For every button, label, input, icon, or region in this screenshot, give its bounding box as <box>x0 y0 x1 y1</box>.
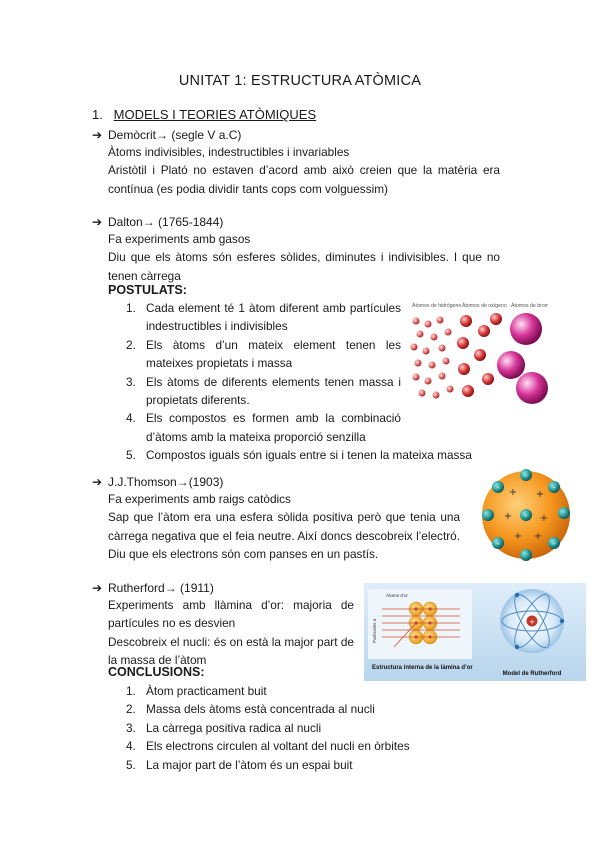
dalton-text <box>108 230 500 285</box>
svg-text:-: - <box>552 483 556 493</box>
svg-text:-: - <box>496 539 500 549</box>
rutherford-illustration <box>364 583 586 681</box>
svg-text:+: + <box>503 511 513 522</box>
dalton-head: Dalton→ (1765-1844) <box>108 215 224 229</box>
svg-text:-: - <box>524 471 528 481</box>
thomson-text <box>108 490 460 564</box>
svg-text:-: - <box>552 539 556 549</box>
list-item: 3. Els àtoms de diferents elements tenen massa i propietats diferents. <box>126 374 401 408</box>
label-hydrogen: Àtomos de hidrógeno <box>412 303 462 309</box>
svg-text:-: - <box>524 511 528 521</box>
atoms-illustration <box>408 299 548 410</box>
thomson-line: Fa experiments amb raigs catòdics <box>108 492 291 506</box>
rutherford-model-image <box>364 583 586 681</box>
dalton-heading <box>92 213 223 231</box>
thomson-model-image <box>478 467 574 563</box>
svg-text:+: + <box>533 531 543 542</box>
left-caption: Estructura interna de la làmina d’or <box>372 665 473 671</box>
conclusions-list <box>126 682 456 774</box>
list-item: 2. Massa dels àtoms està concentrada al nucli <box>126 702 375 717</box>
list-item: 5. La major part de l’àtom és un espai buit <box>126 757 353 772</box>
page-title: UNITAT 1: ESTRUCTURA ATÒMICA <box>178 73 422 89</box>
dalton-line: Diu que els àtoms són esferes sòlides, diminutes i indivisibles. I que no tenen càrrega <box>108 250 500 283</box>
svg-text:+: + <box>508 487 518 498</box>
arrow-icon: ➔ <box>92 475 103 489</box>
democrit-head: Demòcrit→ (segle V a.C) <box>108 128 242 142</box>
section-heading <box>92 107 316 122</box>
dalton-line: Fa experiments amb gasos <box>108 232 251 246</box>
rutherford-head: Rutherford→ (1911) <box>108 581 214 595</box>
democrit-line: Àtoms indivisibles, indestructibles i invariables <box>108 145 350 159</box>
thomson-head: J.J.Thomson→(1903) <box>108 475 224 489</box>
list-item: 4. Els compostos es formen amb la combinació d’àtoms amb la mateixa proporció senzilla <box>126 411 401 444</box>
list-item: 5. Compostos iguals són iguals entre si i tenen la mateixa massa <box>126 448 472 463</box>
rutherford-heading <box>92 579 214 597</box>
arrow-icon: ➔ <box>92 128 103 142</box>
thomson-heading <box>92 473 223 491</box>
democrit-line: Aristòtil i Plató no estaven d’acord amb això creien que la matèria era contínua (es podia dividir tants cops com volguessim) <box>108 163 500 196</box>
democrit-text <box>108 143 500 198</box>
postulats-title: POSTULATS: <box>108 283 187 297</box>
dalton-atoms-image <box>408 299 548 410</box>
svg-text:+: + <box>535 489 545 500</box>
section-number: 1. <box>92 107 103 122</box>
rutherford-text <box>108 596 354 670</box>
label-bromine: Àtomos de bromo <box>511 303 548 309</box>
list-item: 1. Àtom practicament buit <box>126 684 267 698</box>
svg-text:Àtoms d’or: Àtoms d’or <box>386 593 408 598</box>
svg-text:+: + <box>513 531 523 542</box>
label-oxygen: Àtomos de oxígeno <box>462 303 507 309</box>
arrow-icon: ➔ <box>92 215 103 229</box>
list-item: 2. Els àtoms d’un mateix element tenen les mateixes propietats i massa <box>126 337 401 371</box>
svg-text:Àtomos de oxígeno <box>462 302 507 309</box>
list-item: 4. Els electrons circulen al voltant del nucli en òrbites <box>126 739 410 754</box>
rutherford-line: Descobreix el nucli: és on està la major part de la massa de l’àtom <box>108 634 354 668</box>
right-caption: Model de Rutherford <box>502 671 562 677</box>
svg-text:Àtomos de bromo <box>511 302 548 309</box>
thomson-line: Sap que l’àtom era una esfera sòlida positiva però que tenia una càrrega negativa que el feia neutre. Així doncs descobreix l’electró. Diu que els electrons són com panses en un pastís. <box>108 510 460 562</box>
svg-text:Partícules α: Partícules α <box>372 618 377 643</box>
democrit-heading <box>92 126 241 144</box>
list-item: 3. La càrrega positiva radica al nucli <box>126 720 322 735</box>
svg-text:-: - <box>496 483 500 493</box>
svg-text:+: + <box>539 513 549 524</box>
plum-pudding-illustration <box>478 467 574 563</box>
arrow-icon: ➔ <box>92 581 103 595</box>
list-item: 1. Cada element té 1 àtom diferent amb partícules indestructibles i indivisibles <box>126 301 401 334</box>
svg-text:+: + <box>529 618 535 626</box>
conclusions-title: CONCLUSIONS: <box>108 665 205 679</box>
section-label: MODELS I TEORIES ATÒMIQUES <box>113 107 317 122</box>
rutherford-line: Experiments amb llàmina d’or: majoria de partícules no es desvien <box>108 598 354 631</box>
svg-text:Àtomos de hidrógeno <box>412 302 461 309</box>
